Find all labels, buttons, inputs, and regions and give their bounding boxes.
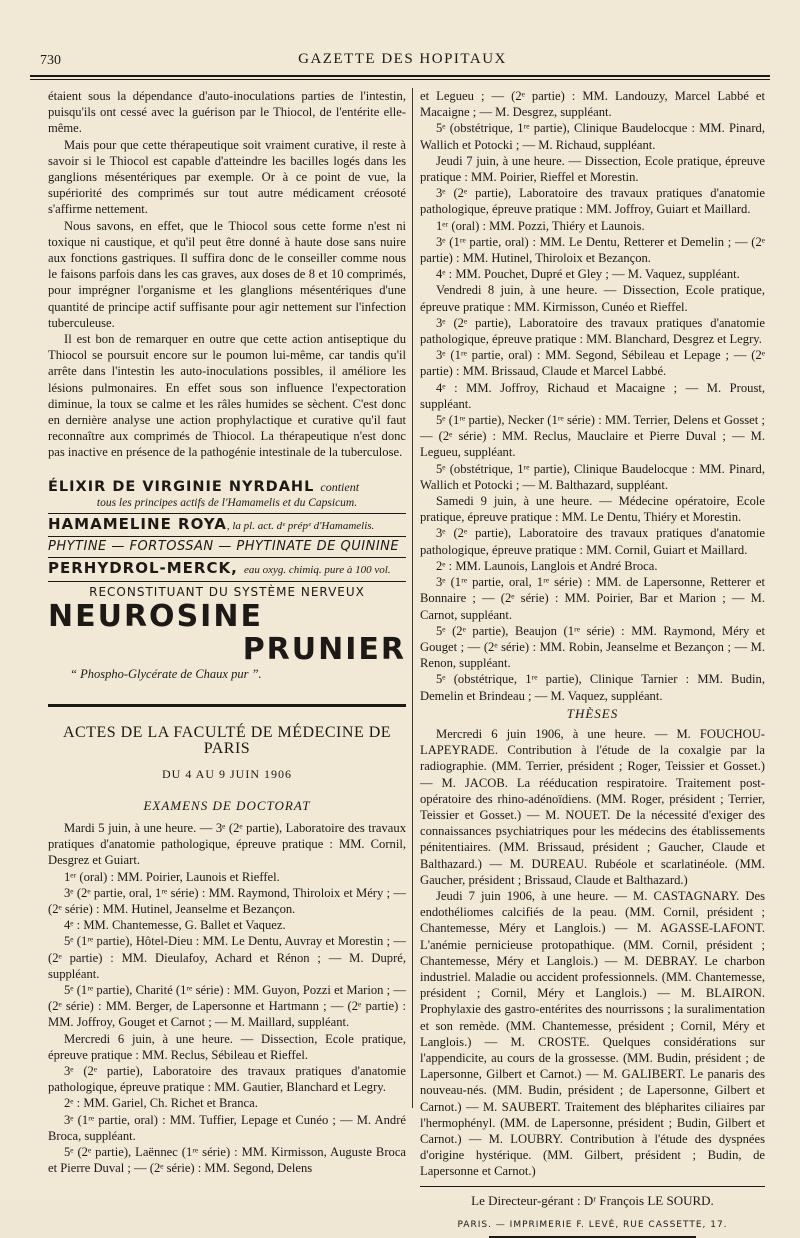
- ad-prunier: PRUNIER: [242, 631, 406, 667]
- ad-elixir-small: contient: [320, 479, 360, 494]
- exam-entry: 3ᵉ (2ᵉ partie), Laboratoire des travaux pratiques d'anatomie pathologique, épreuve pratique : MM. Cornil, Guiart et Maillard.: [420, 526, 765, 557]
- exam-entry: 5ᵉ (2ᵉ partie), Laënnec (1ʳᵉ série) : MM. Kirmisson, Auguste Broca et Pierre Duval ; — (2ᵉ série) : MM. Segond, Delens: [48, 1144, 406, 1176]
- footer-rule: [420, 1186, 765, 1187]
- ad-phytine: PHYTINE — FORTOSSAN — PHYTINATE DE QUININE: [48, 539, 400, 555]
- exam-entry: 3ᵉ (1ʳᵉ partie, oral) : MM. Segond, Sébileau et Lepage ; — (2ᵉ partie) : MM. Brissaud, Claude et Marcel Labbé.: [420, 348, 765, 379]
- section-title: ACTES DE LA FACULTÉ DE MÉDECINE DE PARIS: [62, 724, 392, 758]
- exam-entry: 4ᵉ : MM. Joffroy, Richaud et Macaigne ; — M. Proust, suppléant.: [420, 380, 765, 411]
- imprimerie: PARIS. — IMPRIMERIE F. LEVÉ, RUE CASSETTE, 17.: [457, 1219, 728, 1230]
- exam-entry: 4ᵉ : MM. Chantemesse, G. Ballet et Vaquez.: [64, 918, 286, 933]
- header-rule: [30, 75, 770, 80]
- exam-entry: 5ᵉ (obstétrique, 1ʳᵉ partie), Clinique Baudelocque : MM. Pinard, Wallich et Potocki ; — M. Balthazard, suppléant.: [420, 461, 765, 492]
- exam-entry: 5ᵉ (1ʳᵉ partie), Charité (1ʳᵉ série) : MM. Guyon, Pozzi et Marion ; — (2ᵉ série) : MM. Berger, de Lapersonne et Hartmann ; — (2ᵉ partie) : MM. Joffroy, Gouget et Carnot ; — M. Maillard, suppléant.: [48, 982, 406, 1030]
- exam-entry: 3ᵉ (2ᵉ partie), Laboratoire des travaux pratiques d'anatomie pathologique, épreuve pratique : MM. Gautier, Blanchard et Legry.: [48, 1063, 406, 1095]
- paragraph: Mais pour que cette thérapeutique soit vraiment curative, il reste à savoir si le Thiocol est capable d'atteindre les bacilles logés dans les ganglions mésentériques par exemple. Or à ce point de vue, la supériorité des comprimés sur tout autre médicament créosoté s'affirme nettement.: [48, 137, 406, 217]
- exam-entry: 3ᵉ (1ʳᵉ partie, oral, 1ʳᵉ série) : MM. de Lapersonne, Retterer et Bonnaire ; — (2ᵉ série) : MM. Poirier, Bar et Marion ; — M. Carnot, suppléant.: [420, 575, 765, 622]
- exam-entry: 1ᵉʳ (oral) : MM. Poirier, Launois et Rieffel.: [64, 869, 280, 884]
- exam-entry: 3ᵉ (1ʳᵉ partie, oral) : MM. Tuffier, Lepage et Cunéo ; — M. André Broca, suppléant.: [48, 1112, 406, 1143]
- exam-entry: 3ᵉ (1ʳᵉ partie, oral) : MM. Le Dentu, Retterer et Demelin ; — (2ᵉ partie) : MM. Hutinel, Thiroloix et Bezançon.: [420, 234, 765, 266]
- paragraph: Nous savons, en effet, que le Thiocol sous cette forme n'est ni toxique ni caustique, et qu'il peut être donné à haute dose sans nuire aux fonctions gastriques. Il suffira donc de le conseiller comme nous le faisons parfois dans les cas graves, aux doses de 8 et 10 comprimés, pour imprégner l'organisme et les glanglions mésentériques d'une quantité de principe actif suffisante pour agir nettement sur l'infection tuberculeuse.: [48, 218, 406, 330]
- advertisement-block: [48, 479, 406, 682]
- paragraph: Il est bon de remarquer en outre que cette action antiseptique du Thiocol se poursuit encore sur le poumon lui-même, car tandis qu'il arrête dans l'intestin les auto-inoculations possibles, il améliore les lésions pulmonaires. En effet sous son influence l'expectoration diminue, la toux se calme et les râles humides se sèchent. C'est donc en dernière analyse une action prophylactique et curative qu'il faut reconnaître aux comprimés de Thiocol. La thérapeutique n'est donc pas inactive en présence de la pathogénie intestinale de la tuberculose.: [48, 332, 406, 460]
- exam-entry: 5ᵉ (2ᵉ partie), Beaujon (1ʳᵉ série) : MM. Raymond, Méry et Gouget ; — (2ᵉ série) : MM. Robin, Jeanselme et Bezançon ; — M. Renon, suppléant.: [420, 623, 765, 671]
- ad-rule: [48, 513, 406, 514]
- right-column: [420, 88, 765, 1238]
- exam-entry: 3ᵉ (2ᵉ partie), Laboratoire des travaux pratiques d'anatomie pathologique, épreuve pratique : MM. Blanchard, Desgrez et Legry.: [420, 315, 765, 347]
- exam-entry: 5ᵉ (1ʳᵉ partie), Necker (1ʳᵉ série) : MM. Terrier, Delens et Gosset ; — (2ᵉ série) : MM. Reclus, Mauclaire et Pierre Duval ; — M. Legueu, suppléant.: [420, 413, 765, 460]
- left-column: [48, 88, 406, 1176]
- exam-title: EXAMENS DE DOCTORAT: [143, 797, 311, 813]
- theses-title: THÈSES: [566, 705, 619, 721]
- page-number: 730: [40, 53, 61, 68]
- exam-entry: 2ᵉ : MM. Gariel, Ch. Richet et Branca.: [64, 1096, 258, 1111]
- directeur-gerant: Le Directeur-gérant : Dʳ François LE SOURD.: [471, 1192, 714, 1208]
- ad-hamameline: [48, 516, 406, 534]
- ad-perhydrol: [48, 560, 406, 578]
- ad-elixir-sub: tous les principes actifs de l'Hamamelis et du Capsicum.: [96, 496, 358, 509]
- theses-entry: Mercredi 6 juin 1906, à une heure. — M. FOUCHOU-LAPEYRADE. Contribution à l'étude de la coxalgie par la radiographie. (MM. Terrier, président ; Roger, Teissier et Gosset.) — M. JACOB. La rééducation respiratoire. Traitement post-opératoire des rhino-adénoïdiens. (MM. Roger, président ; Terrier, Teissier et Gosset.) — M. NOUET. De la nécessité d'exiger des connaissances psychiatriques pour les médecins des établissements pénitentiaires. (MM. Brissaud, président ; Gaucher, Claude et Balthazard.) — M. DUREAU. Rubéole et scarlatinéole. (MM. Gaucher, président ; Brissaud, Claude et Balthazard.): [420, 726, 765, 887]
- exam-entry: 5ᵉ (obstétrique, 1ʳᵉ partie), Clinique Baudelocque : MM. Pinard, Wallich et Potocki ; — M. Richaud, suppléant.: [420, 121, 765, 152]
- ad-reconstituant: RECONSTITUANT DU SYSTÈME NERVEUX: [89, 584, 365, 599]
- section-dates: DU 4 AU 9 JUIN 1906: [162, 766, 292, 781]
- ad-elixir-name: ÉLIXIR DE VIRGINIE NYRDAHL: [48, 478, 315, 495]
- ad-phospho: “ Phospho-Glycérate de Chaux pur ”.: [70, 666, 262, 681]
- exam-entry: 5ᵉ (1ʳᵉ partie), Hôtel-Dieu : MM. Le Dentu, Auvray et Morestin ; — (2ᵉ partie) : MM. Dieulafoy, Achard et Rénon ; — M. Dupré, suppléant.: [48, 934, 406, 981]
- exam-entry: 3ᵉ (2ᵉ partie), Laboratoire des travaux pratiques d'anatomie pathologique, épreuve pratique : MM. Joffroy, Guiart et Maillard.: [420, 186, 765, 217]
- exam-entry: et Legueu ; — (2ᵉ partie) : MM. Landouzy, Marcel Labbé et Macaigne ; — M. Desgrez, suppléant.: [420, 89, 765, 120]
- exam-entry: Mercredi 6 juin, à une heure. — Dissection, Ecole pratique, épreuve pratique : MM. Reclus, Sébileau et Rieffel.: [48, 1031, 406, 1062]
- paragraph: étaient sous la dépendance d'auto-inoculations parties de l'intestin, puisqu'ils ont cessé avec la guérison par le Thiocol, de l'entérite elle-même.: [48, 89, 406, 136]
- ad-rule: [48, 557, 406, 558]
- column-divider: [412, 88, 413, 1108]
- exam-entry: Jeudi 7 juin, à une heure. — Dissection, Ecole pratique, épreuve pratique : MM. Poirier, Rieffel et Morestin.: [420, 153, 765, 185]
- exam-entry: 1ᵉʳ (oral) : MM. Pozzi, Thiéry et Launois.: [436, 218, 645, 233]
- exam-entry: 4ᵉ : MM. Pouchet, Dupré et Gley ; — M. Vaquez, suppléant.: [436, 267, 740, 282]
- ad-hamameline-small: , la pl. act. dᵉ prépᵉ d'Hamamelis.: [226, 520, 375, 533]
- exam-entry: 3ᵉ (2ᵉ partie, oral, 1ʳᵉ série) : MM. Raymond, Thiroloix et Méry ; — (2ᵉ série) : MM. Hutinel, Jeanselme et Bezançon.: [48, 885, 406, 916]
- exam-entry: 5ᵉ (obstétrique, 1ʳᵉ partie), Clinique Tarnier : MM. Budin, Demelin et Brindeau ; — M. Vaquez, suppléant.: [420, 672, 765, 703]
- ad-perhydrol-small: eau oxyg. chimiq. pure à 100 vol.: [244, 564, 391, 577]
- exam-entry: 2ᵉ : MM. Launois, Langlois et André Broca.: [436, 558, 658, 573]
- exam-entry: Mardi 5 juin, à une heure. — 3ᵉ (2ᵉ partie), Laboratoire des travaux pratiques d'anatomie pathologique, épreuve pratique : MM. Cornil, Desgrez et Guiart.: [48, 820, 406, 868]
- exam-entry: Vendredi 8 juin, à une heure. — Dissection, Ecole pratique, épreuve pratique : MM. Kirmisson, Cunéo et Rieffel.: [420, 283, 765, 314]
- ad-rule: [48, 581, 406, 582]
- theses-entry: Jeudi 7 juin 1906, à une heure. — M. CASTAGNARY. Des endothéliomes calcifiés de la peau. (MM. Cornil, président ; Chantemesse, Méry et Langlois.) — M. AGASSE-LAFONT. L'anémie pernicieuse protopathique. (MM. Cornil, président ; Chantemesse, Méry et Langlois.) — M. DEBRAY. Le charbon industriel. Maladie ou accident professionnels. (MM. Chantemesse, président ; Cornil, Méry et Langlois.) — M. BLAIRON. Prophylaxie des gastro-entérites des nourrissons ; la suralimentation et son remède. (MM. Chantemesse, président ; Cornil, Méry et Langlois.) — M. CROSTE. Quelques considérations sur l'appendicite, au cours de la grossesse. (MM. Budin, président ; de Lapersonne, Gilbert et Carnot.) — M. GALIBERT. Le panaris des nouveau-nés. (MM. Budin, président ; de Lapersonne, Gilbert et Carnot.) — M. SAUBERT. Traitement des blépharites ciliaires par l'hermophényl. (MM. de Lapersonne, président ; Budin, Gilbert et Carnot.) — M. LOUBRY. Contribution à l'étude des dyspnées d'origine hystérique. (MM. Gilbert, président ; Budin, de Lapersonne et Carnot.): [420, 888, 765, 1179]
- ad-elixir: [48, 479, 406, 495]
- ad-neurosine: NEUROSINE: [48, 598, 263, 634]
- ad-perhydrol-name: PERHYDROL-MERCK,: [48, 559, 238, 578]
- journal-title: GAZETTE DES HOPITAUX: [298, 51, 507, 67]
- section-rule: [48, 704, 406, 707]
- ad-rule: [48, 536, 406, 537]
- exam-entry: Samedi 9 juin, à une heure. — Médecine opératoire, Ecole pratique, épreuve pratique : MM. Le Dentu, Thiéry et Morestin.: [420, 494, 765, 525]
- ad-hamameline-name: HAMAMELINE ROYA: [48, 515, 227, 534]
